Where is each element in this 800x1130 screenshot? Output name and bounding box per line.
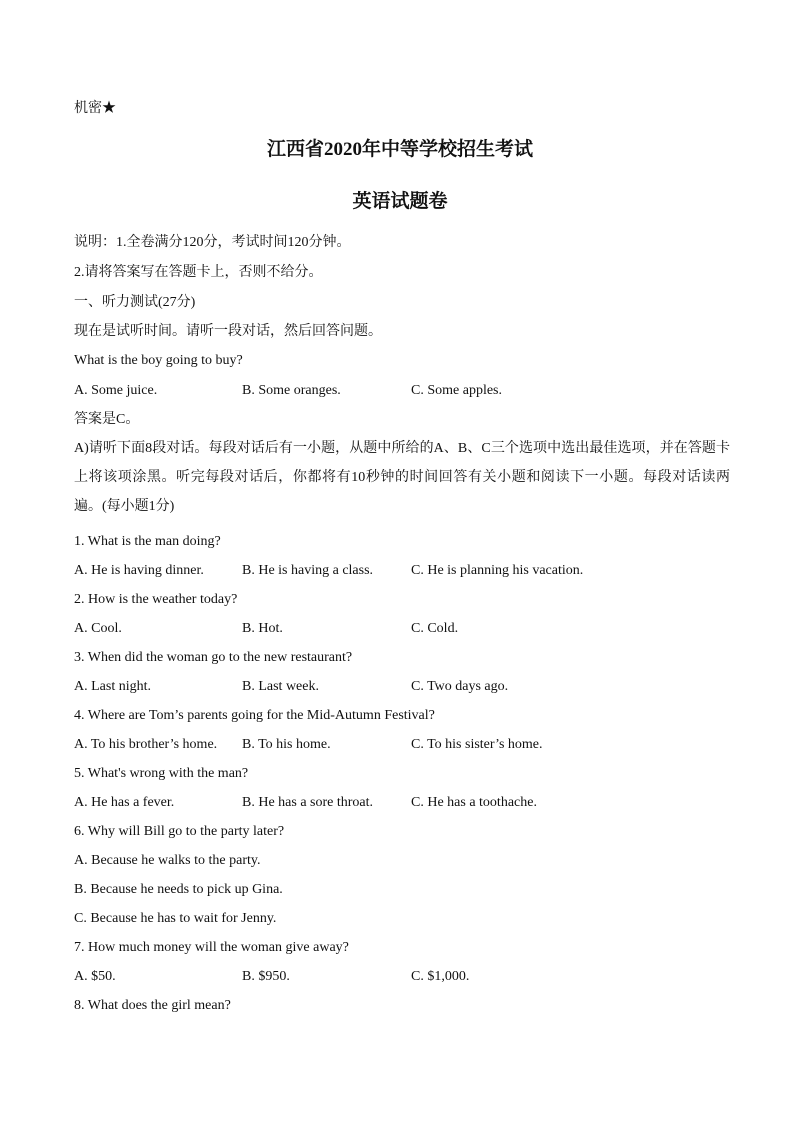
exam-subtitle: 英语试题卷 <box>352 191 448 212</box>
part-a-instruction: A)请听下面8段对话。每段对话后有一小题，从题中所给的A、B、C三个选项中选出最佳选项，并在答题卡上将该项涂黑。听完每段对话后，你都将有10秒钟的时间回答有关小题和阅读下一小题。每段对话读两遍。(每小题1分) <box>74 441 730 514</box>
question-2: 2. How is the weather today? <box>74 592 238 607</box>
confidential-label: 机密★ <box>74 101 116 116</box>
example-answer: 答案是C。 <box>74 412 140 427</box>
question-1: 1. What is the man doing? <box>74 534 221 549</box>
option-b: B. Some oranges. <box>242 383 341 398</box>
option-c: C. He has a toothache. <box>411 795 537 810</box>
question-5: 5. What's wrong with the man? <box>74 766 249 781</box>
question-4: 4. Where are Tom’s parents going for the Mid-Autumn Festival? <box>74 708 435 723</box>
option-b: B. He has a sore throat. <box>242 795 374 810</box>
option-c: C. Cold. <box>411 621 459 636</box>
question-1-options <box>74 562 734 580</box>
option-b: B. Last week. <box>242 679 319 694</box>
option-a: A. He is having dinner. <box>74 563 204 578</box>
option-b: B. Hot. <box>242 621 283 636</box>
question-3: 3. When did the woman go to the new restaurant? <box>74 650 353 665</box>
question-6-option-c: C. Because he has to wait for Jenny. <box>74 911 277 926</box>
question-6: 6. Why will Bill go to the party later? <box>74 824 285 839</box>
option-c: C. He is planning his vacation. <box>411 563 584 578</box>
question-7: 7. How much money will the woman give away? <box>74 940 349 955</box>
option-c: C. Two days ago. <box>411 679 509 694</box>
instruction-line-2: 2.请将答案写在答题卡上，否则不给分。 <box>74 265 323 280</box>
question-3-options <box>74 678 734 696</box>
option-b: B. He is having a class. <box>242 563 374 578</box>
example-intro: 现在是试听时间。请听一段对话，然后回答问题。 <box>74 324 382 339</box>
question-6-option-b: B. Because he needs to pick up Gina. <box>74 882 283 897</box>
example-question: What is the boy going to buy? <box>74 353 243 368</box>
example-options <box>74 382 734 400</box>
question-5-options <box>74 794 734 812</box>
question-4-options <box>74 736 734 754</box>
question-2-options <box>74 620 734 638</box>
instruction-line-1: 说明：1.全卷满分120分，考试时间120分钟。 <box>74 235 351 250</box>
exam-title: 江西省2020年中等学校招生考试 <box>266 139 533 160</box>
option-b: B. To his home. <box>242 737 331 752</box>
question-8: 8. What does the girl mean? <box>74 998 231 1013</box>
option-a: A. To his brother’s home. <box>74 737 218 752</box>
option-c: C. Some apples. <box>411 383 502 398</box>
option-a: A. Cool. <box>74 621 122 636</box>
question-6-option-a: A. Because he walks to the party. <box>74 853 261 868</box>
option-c: C. To his sister’s home. <box>411 737 543 752</box>
option-b: B. $950. <box>242 969 290 984</box>
question-7-options <box>74 968 734 986</box>
section-heading-listening: 一、听力测试(27分) <box>74 295 196 310</box>
option-a: A. $50. <box>74 969 116 984</box>
option-a: A. Last night. <box>74 679 151 694</box>
option-c: C. $1,000. <box>411 969 470 984</box>
option-a: A. He has a fever. <box>74 795 175 810</box>
option-a: A. Some juice. <box>74 383 158 398</box>
